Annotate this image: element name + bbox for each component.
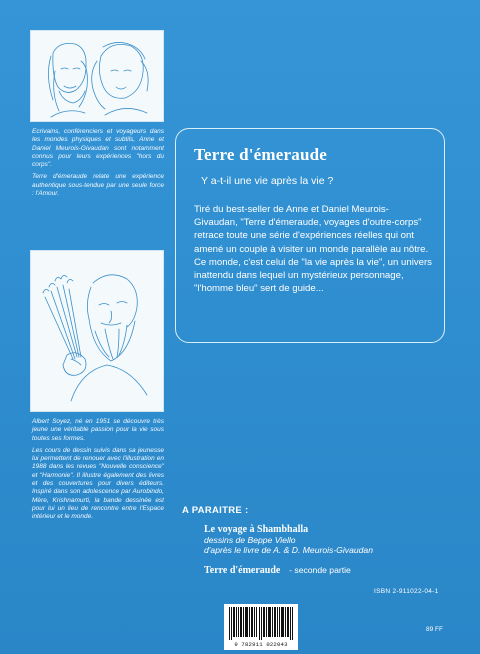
ean13-barcode-icon (224, 604, 298, 642)
barcode-digits: 9 782911 022043 (234, 641, 288, 648)
book-summary-box (175, 128, 445, 343)
isbn-label: ISBN 2-911022-04-1 (374, 588, 439, 595)
upcoming-item-title: Terre d'émeraude (204, 565, 281, 576)
artist-bio-paragraph: Les cours de dessin suivis dans sa jeunesse lui permettent de renouer avec l'illustration en 1988 dans les revues "Nouvelle conscience" et "Harmonie". Il illustre également des livres et des couvertures pour divers éditeurs. Inspiré dans son adolescence par Aurobindo, Mère, Krishnamurti, la bande dessinée est pour lui un lieu de rencontre entre l'Espace intérieur et le monde. (32, 446, 164, 521)
authors-bio-paragraph: Ecrivains, conférenciers et voyageurs dans les mondes physiques et subtils, Anne et Daniel Meurois-Givaudan sont notamment connus pour leurs expériences "hors du corps". (32, 128, 164, 169)
book-synopsis: Tiré du best-seller de Anne et Daniel Meurois-Givaudan, "Terre d'émeraude, voyages d'outre-corps" retrace toute une série d'expériences réelles qui ont amené un couple à visiter un monde parallèle au nôtre. Ce monde, c'est celui de "la vie après la vie", un univers inattendu dans lequel un mystérieux personnage, "l'homme bleu" sert de guide... (194, 204, 432, 295)
artist-bio (32, 418, 164, 526)
upcoming-heading: A PARAITRE : (182, 505, 249, 516)
barcode (224, 604, 298, 650)
couple-portrait-drawing-icon (31, 31, 163, 121)
authors-portrait-illustration (30, 30, 164, 122)
upcoming-item-credit: dessins de Beppe Viello (204, 535, 296, 545)
bearded-man-with-brushes-drawing-icon (31, 251, 163, 411)
upcoming-titles (182, 505, 452, 576)
authors-bio (32, 128, 164, 202)
price-label: 89 FF (426, 626, 443, 633)
upcoming-item-part: - seconde partie (289, 565, 351, 575)
authors-bio-paragraph: Terre d'émeraude relate une expérience authentique sous-tendue par une seule force : l'Amour. (32, 173, 164, 198)
upcoming-item (204, 565, 452, 576)
upcoming-item-credit: d'après le livre de A. & D. Meurois-Givaudan (204, 545, 373, 555)
artist-portrait-illustration (30, 250, 164, 412)
upcoming-item-title: Le voyage à Shambhalla (204, 524, 309, 535)
upcoming-item (204, 524, 452, 555)
artist-bio-paragraph: Albert Soyez, né en 1951 se découvre très jeune une véritable passion pour la vie sous toutes ses formes. (32, 418, 164, 442)
book-subtitle: Y a-t-il une vie après la vie ? (201, 175, 334, 187)
book-title: Terre d'émeraude (194, 145, 328, 164)
